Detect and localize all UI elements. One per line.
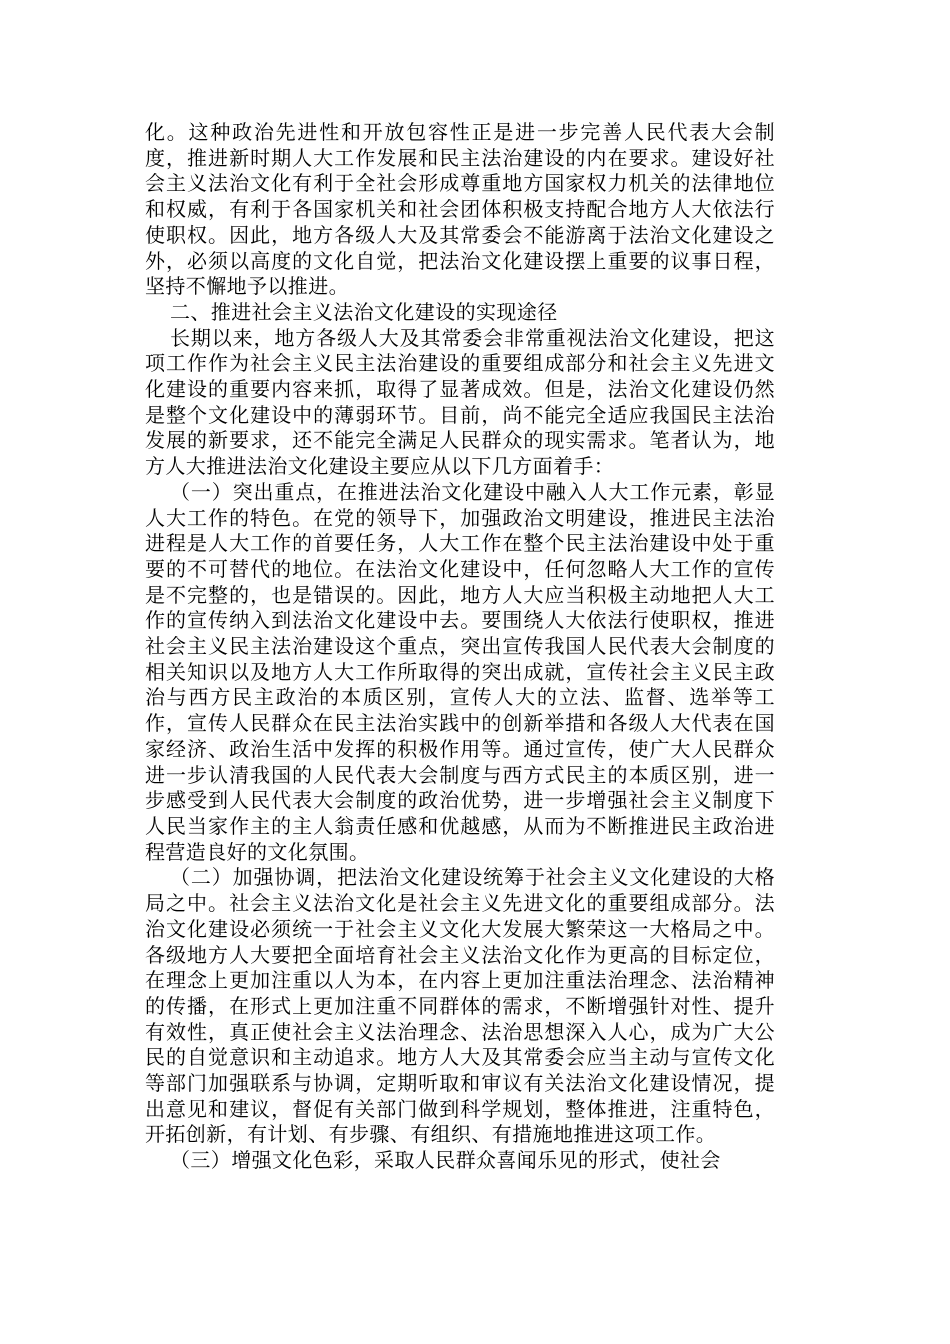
paragraph-point-three: （三）增强文化色彩，采取人民群众喜闻乐见的形式，使社会 xyxy=(170,1148,721,1173)
paragraph-point-two: （二）加强协调，把法治文化建设统筹于社会主义文化建设的大格局之中。社会主义法治文化是社会主义先进文化的重要组成部分。法治文化建设必须统一于社会主义文化大发展大繁荣这一大格局之中。各级地方人大要把全面培育社会主义法治文化作为更高的目标定位，在理念上更加注重以人为本，在内容上更加注重法治理念、法治精神的传播，在形式上更加注重不同群体的需求，不断增强针对性、提升有效性，真正使社会主义法治理念、法治思想深入人心，成为广大公民的自觉意识和主动追求。地方人大及其常委会应当主动与宣传文化等部门加强联系与协调，定期听取和审议有关法治文化建设情况，提出意见和建议，督促有关部门做到科学规划，整体推进，注重特色，开拓创新，有计划、有步骤、有组织、有措施地推进这项工作。 xyxy=(145,865,775,1147)
document-body xyxy=(145,120,775,1174)
paragraph-intro: 长期以来，地方各级人大及其常委会非常重视法治文化建设，把这项工作作为社会主义民主法治建设的重要组成部分和社会主义先进文化建设的重要内容来抓，取得了显著成效。但是，法治文化建设仍然是整个文化建设中的薄弱环节。目前，尚不能完全适应我国民主法治发展的新要求，还不能完全满足人民群众的现实需求。笔者认为，地方人大推进法治文化建设主要应从以下几方面着手： xyxy=(145,325,775,479)
paragraph-continuation: 化。这种政治先进性和开放包容性正是进一步完善人民代表大会制度，推进新时期人大工作发展和民主法治建设的内在要求。建设好社会主义法治文化有利于全社会形成尊重地方国家权力机关的法律地位和权威，有利于各国家机关和社会团体积极支持配合地方人大依法行使职权。因此，地方各级人大及其常委会不能游离于法治文化建设之外，必须以高度的文化自觉，把法治文化建设摆上重要的议事日程，坚持不懈地予以推进。 xyxy=(145,120,775,299)
section-heading: 二、推进社会主义法治文化建设的实现途径 xyxy=(170,299,558,324)
paragraph-point-one: （一）突出重点，在推进法治文化建设中融入人大工作元素，彰显人大工作的特色。在党的领导下，加强政治文明建设，推进民主法治进程是人大工作的首要任务，人大工作在整个民主法治建设中处于重要的不可替代的地位。在法治文化建设中，任何忽略人大工作的宣传是不完整的，也是错误的。因此，地方人大应当积极主动地把人大工作的宣传纳入到法治文化建设中去。要围绕人大依法行使职权，推进社会主义民主法治建设这个重点，突出宣传我国人民代表大会制度的相关知识以及地方人大工作所取得的突出成就，宣传社会主义民主政治与西方民主政治的本质区别，宣传人大的立法、监督、选举等工作，宣传人民群众在民主法治实践中的创新举措和各级人大代表在国家经济、政治生活中发挥的积极作用等。通过宣传，使广大人民群众进一步认清我国的人民代表大会制度与西方式民主的本质区别，进一步感受到人民代表大会制度的政治优势，进一步增强社会主义制度下人民当家作主的主人翁责任感和优越感，从而为不断推进民主政治进程营造良好的文化氛围。 xyxy=(145,479,775,864)
